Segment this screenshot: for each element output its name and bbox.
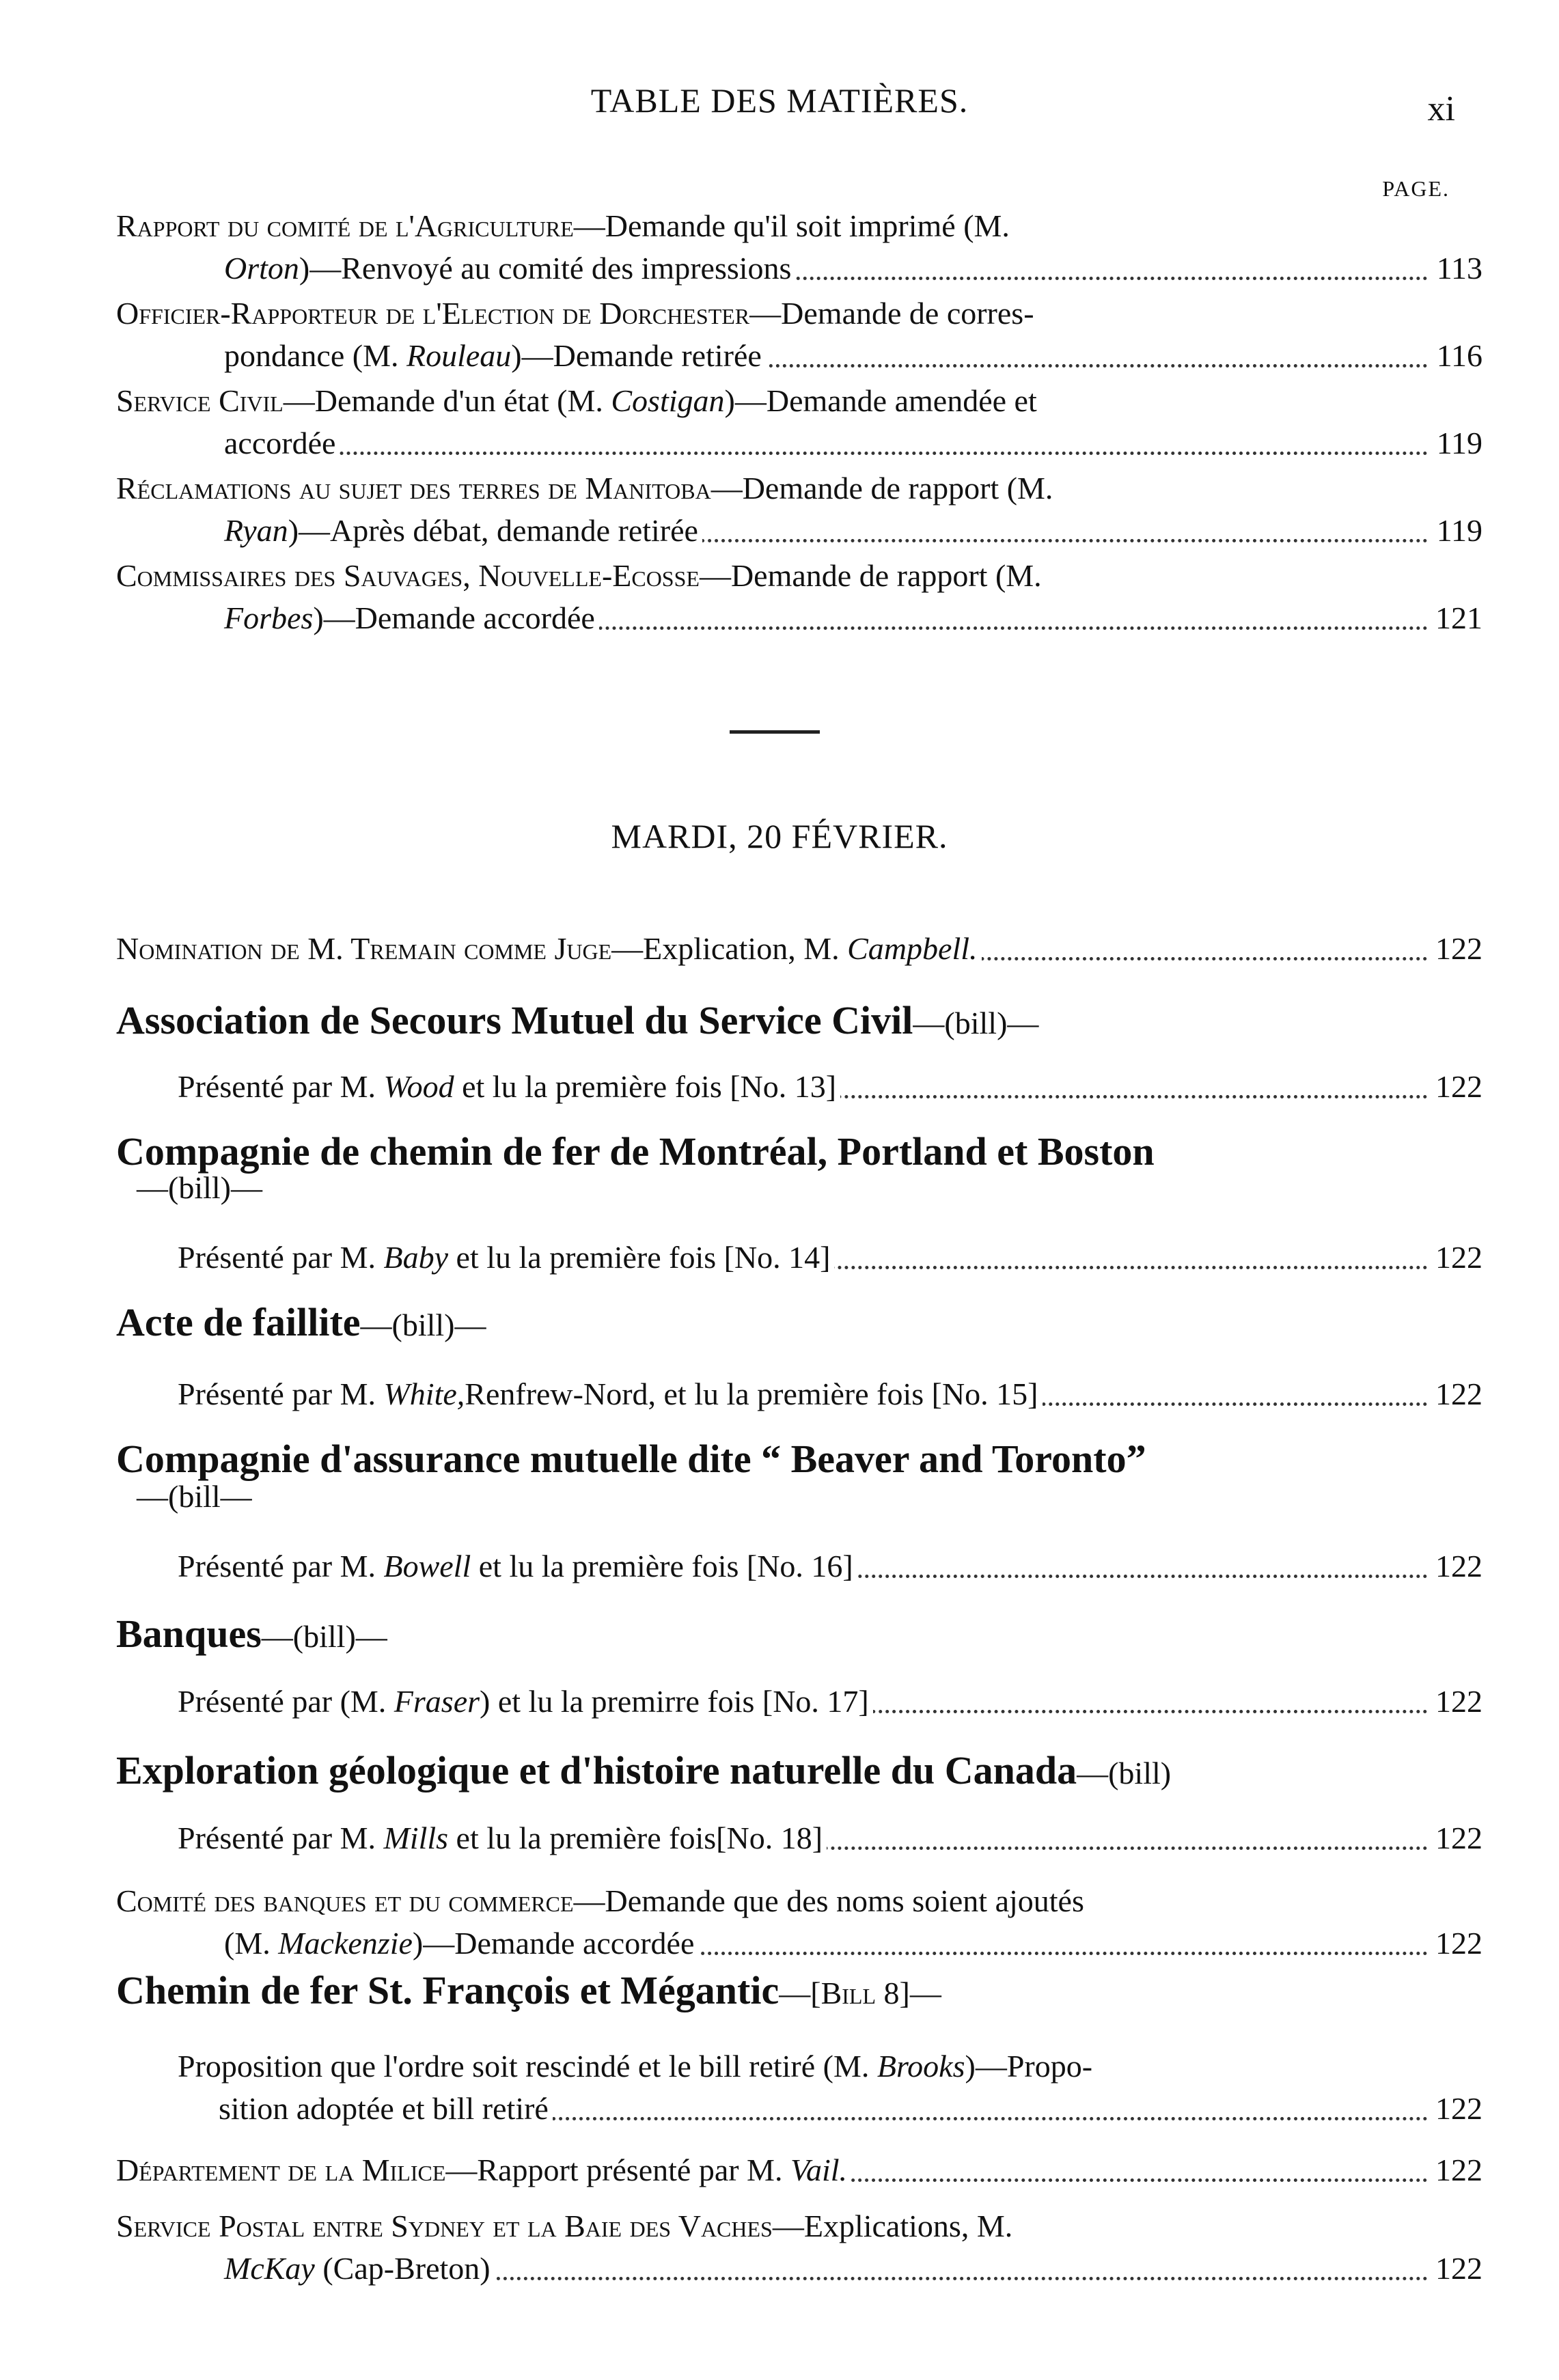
toc-entry-officier-rapporteur: Officier-Rapporteur de l'Election de Dorchester—Demande de corres- pondance (M. Rouleau)—Demande retirée 116: [116, 292, 1455, 377]
bill-title-beaver-toronto: Compagnie d'assurance mutuelle dite “ Beaver and Toronto”: [116, 1437, 1146, 1481]
date-heading: MARDI, 20 FÉVRIER.: [611, 817, 948, 855]
folio-number: xi: [1427, 89, 1455, 128]
page-number: 122: [1429, 1236, 1482, 1279]
bill-title-montreal-portland-boston: Compagnie de chemin de fer de Montréal, Portland et Boston: [116, 1129, 1155, 1174]
toc-entry-reclamations-manitoba: Réclamations au sujet des terres de Manitoba—Demande de rapport (M. Ryan)—Après débat, demande retirée 119: [116, 467, 1455, 552]
page-number: 122: [1429, 1680, 1482, 1723]
bill-title-st-francois-megantic: Chemin de fer St. François et Mégantic—[Bill 8]—: [116, 1968, 941, 2012]
toc-entry-commissaires-sauvages: Commissaires des Sauvages, Nouvelle-Ecosse—Demande de rapport (M. Forbes)—Demande accordée 121: [116, 555, 1455, 639]
bill-suffix: —(bill)—: [137, 1170, 262, 1205]
page-number: 122: [1429, 1066, 1482, 1108]
bill-entry-beaver-toronto: Présenté par M. Bowell et lu la première fois [No. 16] 122: [178, 1545, 1455, 1588]
toc-entry-milice: Département de la Milice—Rapport présenté par M. Vail. 122: [116, 2149, 1455, 2191]
section-divider: [730, 730, 820, 734]
page-number: 119: [1430, 510, 1482, 552]
bill-suffix: —(bill—: [137, 1479, 252, 1514]
page-number: 122: [1429, 2149, 1482, 2191]
bill-entry-association-secours: Présenté par M. Wood et lu la première fois [No. 13] 122: [178, 1066, 1455, 1108]
page-number: 122: [1429, 1373, 1482, 1415]
toc-entry-service-civil: Service Civil—Demande d'un état (M. Costigan)—Demande amendée et accordée 119: [116, 380, 1455, 465]
page-column-heading: PAGE.: [1382, 176, 1450, 201]
bill-entry-st-francois-megantic: Proposition que l'ordre soit rescindé et le bill retiré (M. Brooks)—Propo- sition adoptée et bill retiré 122: [178, 2045, 1455, 2130]
bill-entry-banques: Présenté par (M. Fraser) et lu la premirre fois [No. 17] 122: [178, 1680, 1455, 1723]
running-title: TABLE DES MATIÈRES.: [590, 81, 969, 120]
page-number: 122: [1429, 928, 1482, 970]
bill-entry-montreal-portland-boston: Présenté par M. Baby et lu la première fois [No. 14] 122: [178, 1236, 1455, 1279]
page-number: 121: [1429, 597, 1482, 639]
bill-title-association-secours: Association de Secours Mutuel du Service Civil—(bill)—: [116, 998, 1039, 1042]
page-number: 113: [1430, 247, 1482, 290]
page-number: 122: [1429, 1817, 1482, 1859]
page-number: 116: [1430, 335, 1482, 377]
toc-entry-comite-banques: Comité des banques et du commerce—Demande que des noms soient ajoutés (M. Mackenzie)—Demande accordée 122: [116, 1880, 1455, 1965]
toc-entry-service-postal: Service Postal entre Sydney et la Baie des Vaches—Explications, M. McKay (Cap-Breton) 122: [116, 2205, 1455, 2290]
bill-entry-exploration-geologique: Présenté par M. Mills et lu la première fois[No. 18] 122: [178, 1817, 1455, 1859]
page-number: 122: [1429, 1545, 1482, 1588]
page-number: 122: [1429, 2247, 1482, 2290]
page-number: 122: [1429, 2088, 1482, 2130]
bill-entry-acte-faillite: Présenté par M. White,Renfrew-Nord, et lu la première fois [No. 15] 122: [178, 1373, 1455, 1415]
page-number: 122: [1429, 1922, 1482, 1965]
bill-title-exploration-geologique: Exploration géologique et d'histoire naturelle du Canada—(bill): [116, 1748, 1172, 1793]
toc-entry-nomination-tremain: Nomination de M. Tremain comme Juge—Explication, M. Campbell. 122: [116, 928, 1455, 970]
page-number: 119: [1430, 422, 1482, 465]
bill-title-acte-faillite: Acte de faillite—(bill)—: [116, 1300, 486, 1344]
bill-title-banques: Banques—(bill)—: [116, 1611, 387, 1656]
toc-entry-rapport-agriculture: Rapport du comité de l'Agriculture—Demande qu'il soit imprimé (M. Orton)—Renvoyé au comité des impressions 113: [116, 205, 1455, 290]
